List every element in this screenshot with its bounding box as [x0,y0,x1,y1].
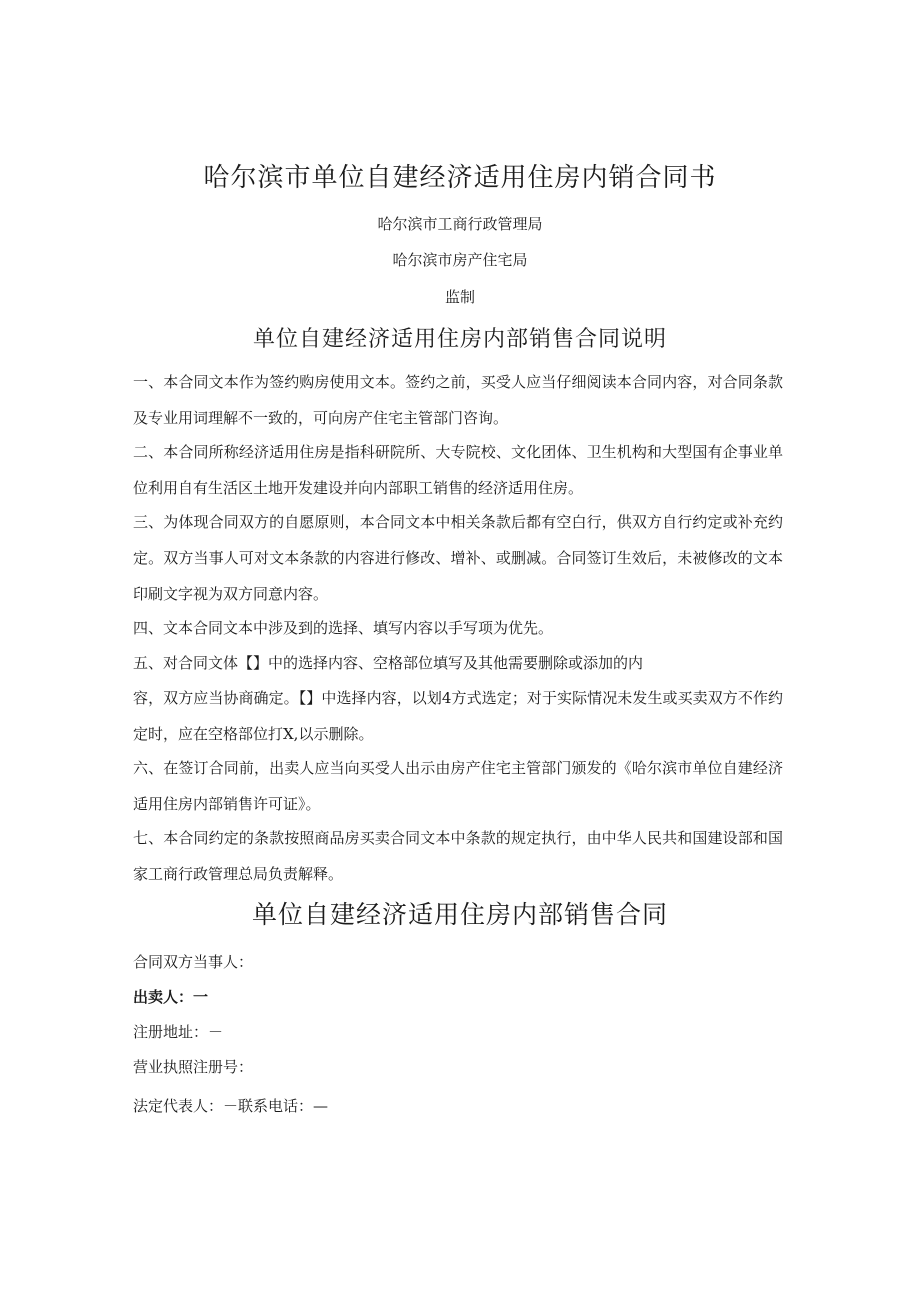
license-field: 营业执照注册号： [133,1058,254,1076]
note-paragraph-4: 四、文本合同文本中涉及到的选择、填写内容以手写项为优先。 [133,619,554,637]
note-paragraph-2: 二、本合同所称经济适用住房是指科研院所、大专院校、文化团体、卫生机构和大型国有企事业单位利用自有生活区土地开发建设并向内部职工销售的经济适用住房。 [133,443,783,497]
contract-title: 单位自建经济适用住房内部销售合同 [251,900,668,929]
note-paragraph-5: 五、对合同文体【】中的选择内容、空格部位填写及其他需要删除或添加的内 [133,654,644,672]
note-paragraph-5-continued: 容，双方应当协商确定。【】中选择内容，以划4方式选定；对于实际情况未发生或买卖双方不作约定时，应在空格部位打X,以示删除。 [133,689,783,743]
issuer-line-1: 哈尔滨市工商行政管理局 [377,215,543,233]
issuer-line-2: 哈尔滨市房产住宅局 [392,251,528,269]
note-paragraph-7: 七、本合同约定的条款按照商品房买卖合同文本中条款的规定执行，由中华人民共和国建设部和国家工商行政管理总局负责解释。 [133,829,783,883]
note-paragraph-3: 三、为体现合同双方的自愿原则，本合同文本中相关条款后都有空白行，供双方自行约定或补充约定。双方当事人可对文本条款的内容进行修改、增补、或删减。合同签订生效后，未被修改的文本印刷文字视为双方同意内容。 [133,513,783,603]
address-field: 注册地址：－ [133,1023,224,1041]
note-paragraph-6: 六、在签订合同前，出卖人应当向买受人出示由房产住宅主管部门颁发的《哈尔滨市单位自建经济适用住房内部销售许可证》。 [133,759,783,813]
document-title: 哈尔滨市单位自建经济适用住房内销合同书 [203,163,717,193]
notes-title: 单位自建经济适用住房内部销售合同说明 [252,327,667,352]
parties-label: 合同双方当事人： [133,953,254,971]
representative-field: 法定代表人：－联系电话：— [133,1097,329,1115]
seller-field: 出卖人：一 [133,988,209,1006]
issuer-line-3: 监制 [444,288,475,306]
note-paragraph-1: 一、本合同文本作为签约购房使用文本。签约之前，买受人应当仔细阅读本合同内容，对合同条款及专业用词理解不一致的，可向房产住宅主管部门咨询。 [133,373,783,427]
